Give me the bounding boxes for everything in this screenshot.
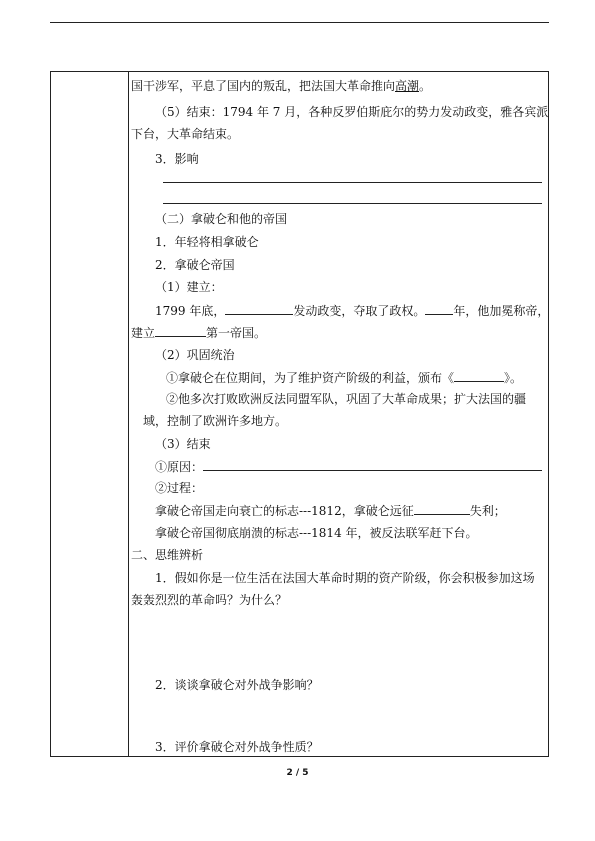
text-line-10: 建立 第一帝国。 xyxy=(131,326,267,340)
heading-influence: 3．影响 xyxy=(155,152,199,166)
answer-line-1 xyxy=(163,182,542,183)
fill-blank-reason[interactable] xyxy=(203,459,542,471)
text-line-19: 拿破仑帝国彻底崩溃的标志---1814 年，被反法联军赶下台。 xyxy=(155,526,478,540)
header-rule xyxy=(50,22,549,23)
fill-blank-coup[interactable] xyxy=(225,303,293,315)
section-heading-thinking: 二、思维辨析 xyxy=(131,548,204,562)
text-line-2: （5）结束：1794 年 7 月，各种反罗伯斯庇尔的势力发动政变，雅各宾派 xyxy=(155,105,549,119)
text-line-14: 域，控制了欧洲许多地方。 xyxy=(143,414,288,428)
text-line-13: ②他多次打败欧洲反法同盟军队，巩固了大革命成果；扩大法国的疆 xyxy=(166,392,527,406)
text-line-1: 国干涉军，平息了国内的叛乱，把法国大革命推向高潮。 xyxy=(131,79,432,93)
fill-blank-code[interactable] xyxy=(454,370,504,382)
text-line-15: （3）结束 xyxy=(155,437,211,451)
text-line-6: 1．年轻将相拿破仑 xyxy=(155,235,259,249)
question-1-line-1: 1．假如你是一位生活在法国大革命时期的资产阶级，你会积极参加这场 xyxy=(155,571,535,585)
text-line-17: ②过程： xyxy=(155,481,204,495)
answer-line-2 xyxy=(163,203,542,204)
text-line-3: 下台，大革命结束。 xyxy=(131,127,240,141)
text-line-18: 拿破仑帝国走向衰亡的标志---1812，拿破仑远征 失利； xyxy=(155,504,506,518)
text-line-7: 2．拿破仑帝国 xyxy=(155,258,235,272)
fill-blank-expedition[interactable] xyxy=(414,503,470,515)
text-line-11: （2）巩固统治 xyxy=(155,348,235,362)
question-3: 3．评价拿破仑对外战争性质？ xyxy=(155,740,319,754)
fill-blank-year[interactable] xyxy=(425,303,453,315)
question-1-line-2: 轰轰烈烈的革命吗？为什么？ xyxy=(131,593,288,607)
text-line-16: ①原因： xyxy=(155,459,542,474)
column-divider xyxy=(128,72,129,756)
text-line-8: （1）建立： xyxy=(155,280,223,294)
page-number: 2 / 5 xyxy=(286,768,309,778)
fill-blank-empire[interactable] xyxy=(155,325,206,337)
section-heading-napoleon: （二）拿破仑和他的帝国 xyxy=(155,212,288,226)
text-line-12: ①拿破仑在位期间，为了维护资产阶级的利益，颁布《 》。 xyxy=(166,371,523,385)
question-2: 2．谈谈拿破仑对外战争影响？ xyxy=(155,678,319,692)
text-line-9: 1799 年底， 发动政变，夺取了政权。 年，他加冕称帝， xyxy=(155,304,550,318)
worksheet-table xyxy=(50,71,549,757)
content-cell xyxy=(131,72,550,756)
